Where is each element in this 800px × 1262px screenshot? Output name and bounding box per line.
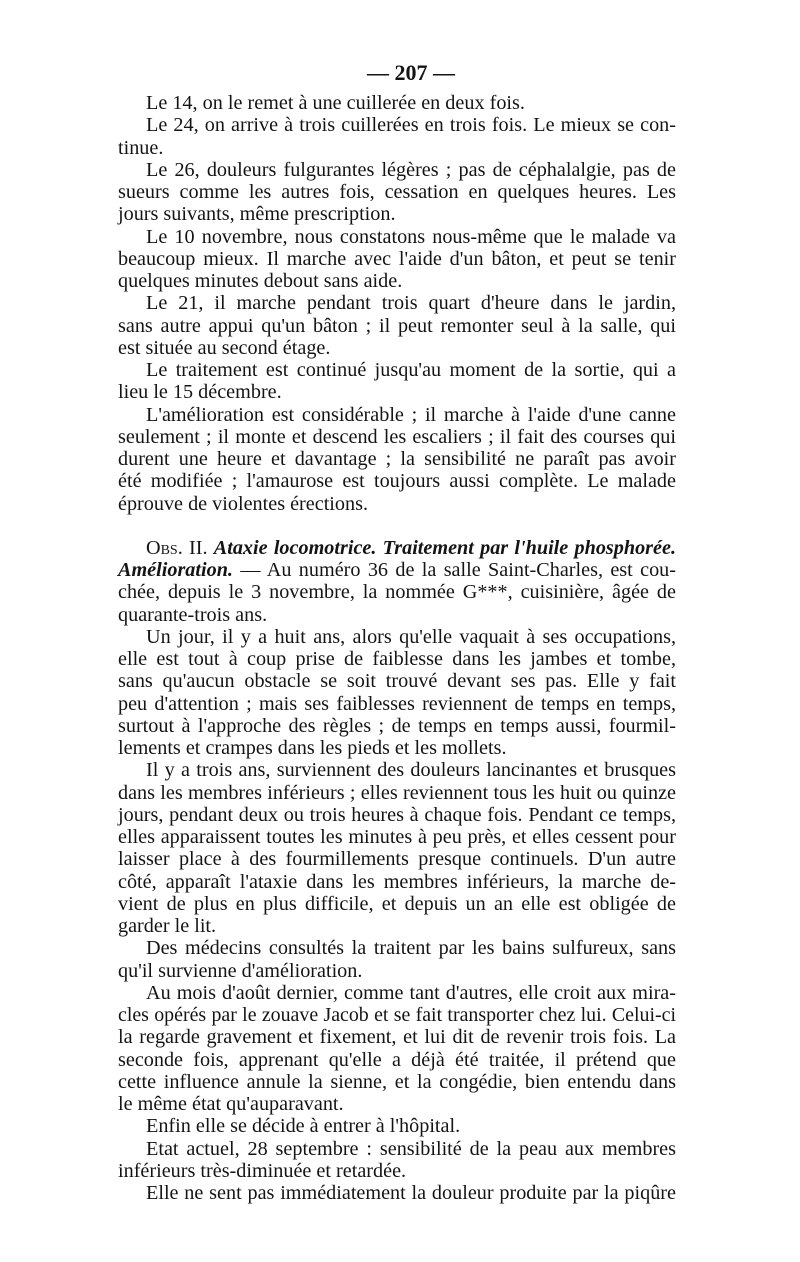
text-line: est située au second étage. [118,336,331,359]
text-line: la regarde gravement et fixement, et lui dit de revenir trois fois. La [118,1026,676,1049]
text-line: été modifiée ; l'amaurose est toujours aussi complète. Le malade [118,470,676,493]
text-line: Le 21, il marche pendant trois quart d'heure dans le jardin, [146,292,676,315]
text-line: sans qu'aucun obstacle se soit trouvé devant ses pas. Elle y fait [118,670,676,693]
text-line: Le 26, douleurs fulgurantes légères ; pas de céphalalgie, pas de [146,158,676,181]
text-line: vient de plus en plus difficile, et depuis un an elle est obligée de [118,892,676,915]
observation-text: — Au numéro 36 de la salle Saint-Charles, est cou- [232,559,676,581]
text-line: lements et crampes dans les pieds et les mollets. [118,737,507,759]
text-line: peu d'attention ; mais ses faiblesses reviennent de temps en temps, [118,692,676,715]
text-line: côté, apparaît l'ataxie dans les membres inférieurs, la marche de- [118,870,676,893]
text-line: le même état qu'auparavant. [118,1093,344,1115]
text-line: Au mois d'août dernier, comme tant d'autres, elle croit aux mira- [146,981,676,1004]
text-line: qu'il survienne d'amélioration. [118,959,363,982]
text-line: Le 14, on le remet à une cuillerée en deux fois. [146,92,525,114]
text-line: sans autre appui qu'un bâton ; il peut remonter seul à la salle, qui [118,314,676,337]
text-line: laisser place à des fourmillements presque continuels. D'un autre [118,848,676,871]
text-line: lieu le 15 décembre. [118,381,282,404]
page-number: — 207 — [367,60,455,85]
text-line: surtout à l'approche des règles ; de temps en temps aussi, fourmil- [118,714,676,737]
text-line: seulement ; il monte et descend les escaliers ; il fait des courses qui [118,425,676,448]
text-line: Etat actuel, 28 septembre : sensibilité de la peau aux membres [146,1137,676,1160]
text-line: Le traitement est continué jusqu'au moment de la sortie, qui a [146,359,676,381]
paragraph-spacer [118,515,676,537]
text-line: sueurs comme les autres fois, cessation en quelques heures. Les [118,181,676,203]
text-line: jours, pendant deux ou trois heures à chaque fois. Pendant ce temps, [118,803,676,826]
text-line [118,559,676,581]
text-line: cles opérés par le zouave Jacob et se fait transporter chez lui. Celui-ci [118,1004,676,1026]
text-line: dans les membres inférieurs ; elles reviennent tous les huit ou quinze [118,781,676,804]
text-line: elle est tout à coup prise de faiblesse dans les jambes et tombe, [118,648,676,670]
text-line [118,537,676,559]
text-line: seconde fois, apprenant qu'elle a déjà été traitée, il prétend que [118,1048,676,1071]
text-line: chée, depuis le 3 novembre, la nommée G***, cuisinière, âgée de [118,581,676,604]
text-line: éprouve de violentes érections. [118,492,369,515]
text-line: Elle ne sent pas immédiatement la douleur produite par la piqûre [146,1182,676,1204]
observation-title: Ataxie locomotrice. Traitement par l'huile phosphorée. [213,536,677,559]
observation-title-continued: Amélioration. [118,559,233,581]
text-line: durent une heure et davantage ; la sensibilité ne paraît pas avoir [118,448,676,470]
text-line: L'amélioration est considérable ; il marche à l'aide d'une canne [146,403,676,426]
text-line: Un jour, il y a huit ans, alors qu'elle vaquait à ses occupations, [146,625,676,648]
text-line: jours suivants, même prescription. [118,203,396,226]
text-line: cette influence annule la sienne, et la congédie, bien entendu dans [118,1070,676,1093]
text-line: elles apparaissent toutes les minutes à peu près, et elles cessent pour [118,826,676,848]
text-line: quarante-trois ans. [118,603,268,626]
observation-label: Obs. II. [146,536,208,559]
text-line: inférieurs très-diminuée et retardée. [118,1159,407,1182]
text-line: Le 24, on arrive à trois cuillerées en trois fois. Le mieux se con- [146,114,676,137]
text-line: quelques minutes debout sans aide. [118,270,403,292]
text-line: Le 10 novembre, nous constatons nous-même que le malade va [146,225,676,248]
text-line: garder le lit. [118,915,217,937]
body-text [118,92,676,1204]
document-page [118,58,676,1204]
text-line: Enfin elle se décide à entrer à l'hôpital. [146,1115,461,1138]
text-line: tinue. [118,136,164,159]
text-line: Des médecins consultés la traitent par les bains sulfureux, sans [146,937,676,960]
text-line: beaucoup mieux. Il marche avec l'aide d'un bâton, et peut se tenir [118,247,676,270]
text-line: Il y a trois ans, surviennent des douleurs lancinantes et brusques [146,759,676,782]
